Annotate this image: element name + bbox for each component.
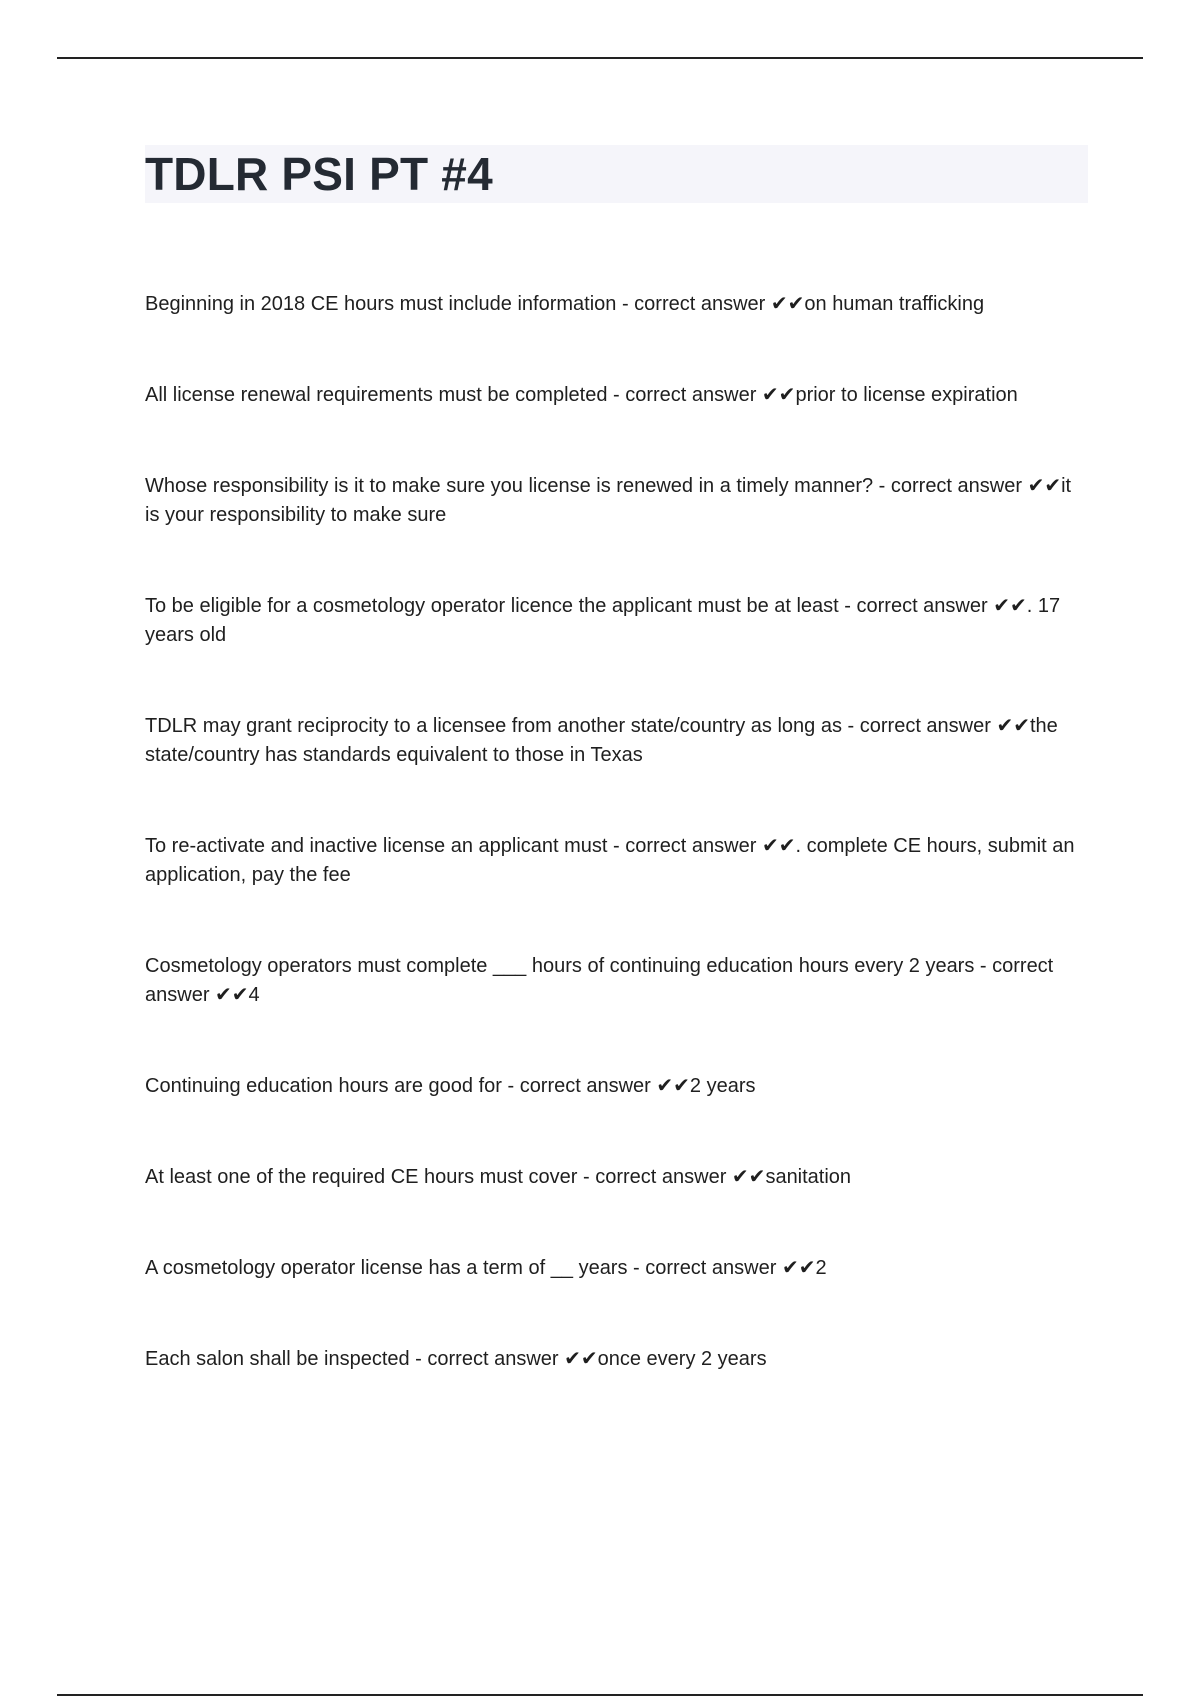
qa-item-5: TDLR may grant reciprocity to a licensee from another state/country as long as - correct answer ✔✔the state/country has standards equivalent to those in Texas [145,715,1058,766]
qa-item-10: A cosmetology operator license has a term of __ years - correct answer ✔✔2 [145,1257,827,1279]
qa-item-1: Beginning in 2018 CE hours must include information - correct answer ✔✔on human trafficking [145,293,985,315]
qa-item-4: To be eligible for a cosmetology operator licence the applicant must be at least - correct answer ✔✔. 17 years old [145,595,1061,646]
bottom-rule [57,1694,1143,1696]
qa-item-2: All license renewal requirements must be completed - correct answer ✔✔prior to license expiration [145,384,1018,406]
top-rule [57,57,1143,59]
qa-item-8: Continuing education hours are good for - correct answer ✔✔2 years [145,1075,756,1097]
qa-item-9: At least one of the required CE hours must cover - correct answer ✔✔sanitation [145,1166,852,1188]
qa-item-3: Whose responsibility is it to make sure you license is renewed in a timely manner? - correct answer ✔✔it is your responsibility to make sure [145,475,1072,526]
qa-item-11: Each salon shall be inspected - correct answer ✔✔once every 2 years [145,1348,767,1370]
qa-list [145,290,1090,1436]
document-title: TDLR PSI PT #4 [145,148,493,200]
qa-item-7: Cosmetology operators must complete ___ hours of continuing education hours every 2 years - correct answer ✔✔4 [145,955,1054,1006]
qa-item-6: To re-activate and inactive license an applicant must - correct answer ✔✔. complete CE hours, submit an application, pay the fee [145,835,1075,886]
